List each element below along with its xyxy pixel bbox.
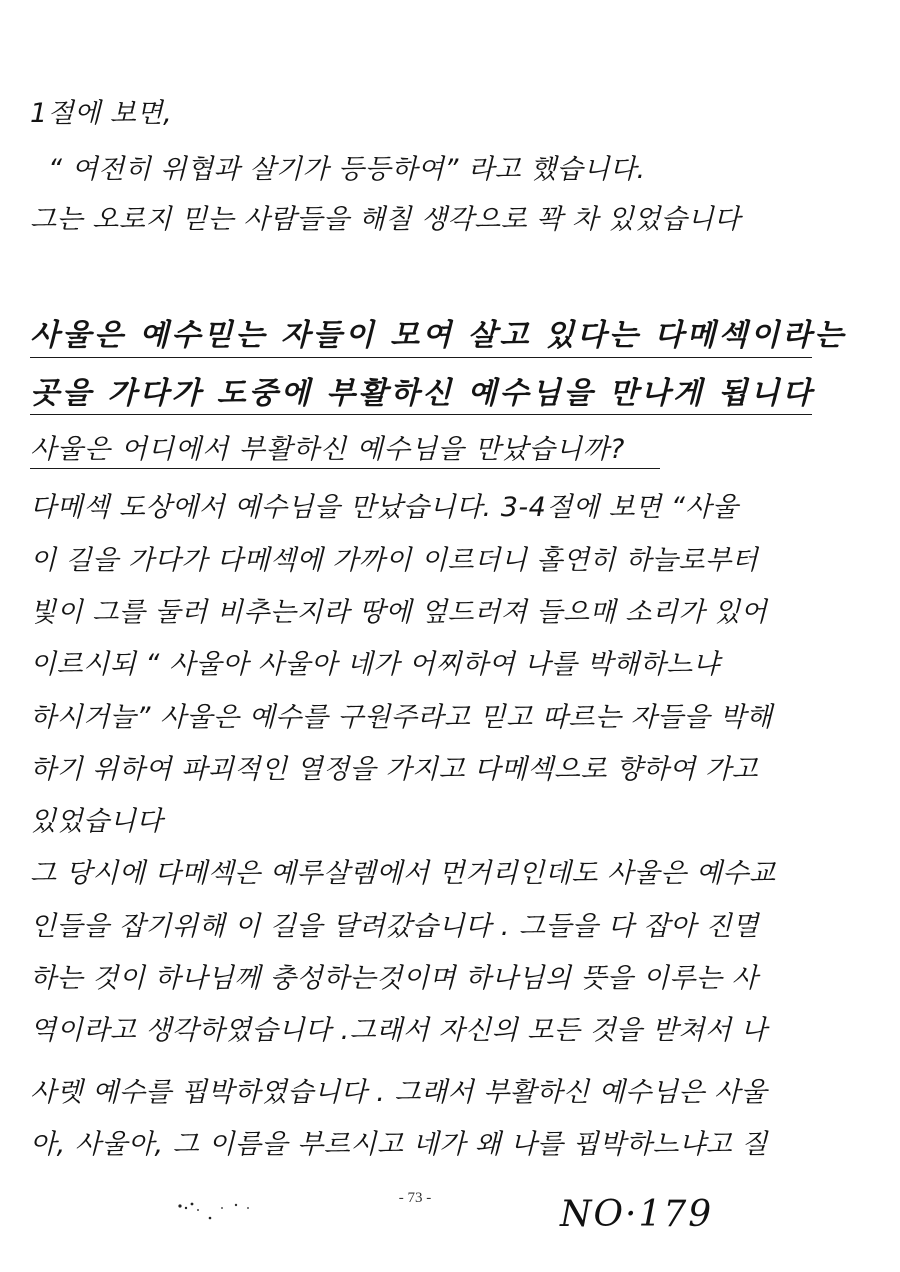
text-line-14: 그 당시에 다메섹은 예루살렘에서 먼거리인데도 사울은 예수교 <box>30 858 776 889</box>
text-line-12: 하기 위하여 파괴적인 열정을 가지고 다메섹으로 향하여 가고 <box>30 754 759 785</box>
emphasis-line-2: 곳을 가다가 도중에 부활하신 예수님을 만나게 됩니다 <box>30 376 815 411</box>
text-line-18: 사렛 예수를 핍박하였습니다 . 그래서 부활하신 예수님은 사울 <box>30 1077 768 1108</box>
question-line: 사울은 어디에서 부활하신 예수님을 만났습니까? <box>30 434 626 465</box>
document-number: NO·179 <box>560 1194 714 1235</box>
text-line-3: 그는 오로지 믿는 사람들을 해칠 생각으로 꽉 차 있었습니다 <box>30 204 741 235</box>
emphasis-line-1: 사울은 예수믿는 자들이 모여 살고 있다는 다메섹이라는 <box>30 318 847 353</box>
text-line-1: 1절에 보면, <box>30 98 173 129</box>
text-line-2: “ 여전히 위협과 살기가 등등하여” 라고 했습니다. <box>48 154 646 185</box>
text-line-19: 아, 사울아, 그 이름을 부르시고 네가 왜 나를 핍박하느냐고 질 <box>30 1129 768 1160</box>
underline-3 <box>30 468 660 469</box>
underline-1 <box>30 357 812 358</box>
text-line-11: 하시거늘” 사울은 예수를 구원주라고 믿고 따르는 자들을 박해 <box>30 702 773 733</box>
text-line-9: 빛이 그를 둘러 비추는지라 땅에 엎드러져 들으매 소리가 있어 <box>30 597 768 628</box>
text-line-15: 인들을 잡기위해 이 길을 달려갔습니다 . 그들을 다 잡아 진멸 <box>30 911 759 942</box>
text-line-10: 이르시되 “ 사울아 사울아 네가 어찌하여 나를 박해하느냐 <box>30 649 720 680</box>
text-line-8: 이 길을 가다가 다메섹에 가까이 이르더니 홀연히 하늘로부터 <box>30 545 759 576</box>
text-line-7: 다메섹 도상에서 예수님을 만났습니다. 3-4절에 보면 “사울 <box>30 492 739 523</box>
page-number: - 73 - <box>398 1190 432 1206</box>
text-line-17: 역이라고 생각하였습니다 .그래서 자신의 모든 것을 받쳐서 나 <box>30 1015 768 1046</box>
text-line-13: 있었습니다 <box>30 806 163 837</box>
text-line-16: 하는 것이 하나님께 충성하는것이며 하나님의 뜻을 이루는 사 <box>30 963 759 994</box>
underline-2 <box>30 414 812 415</box>
